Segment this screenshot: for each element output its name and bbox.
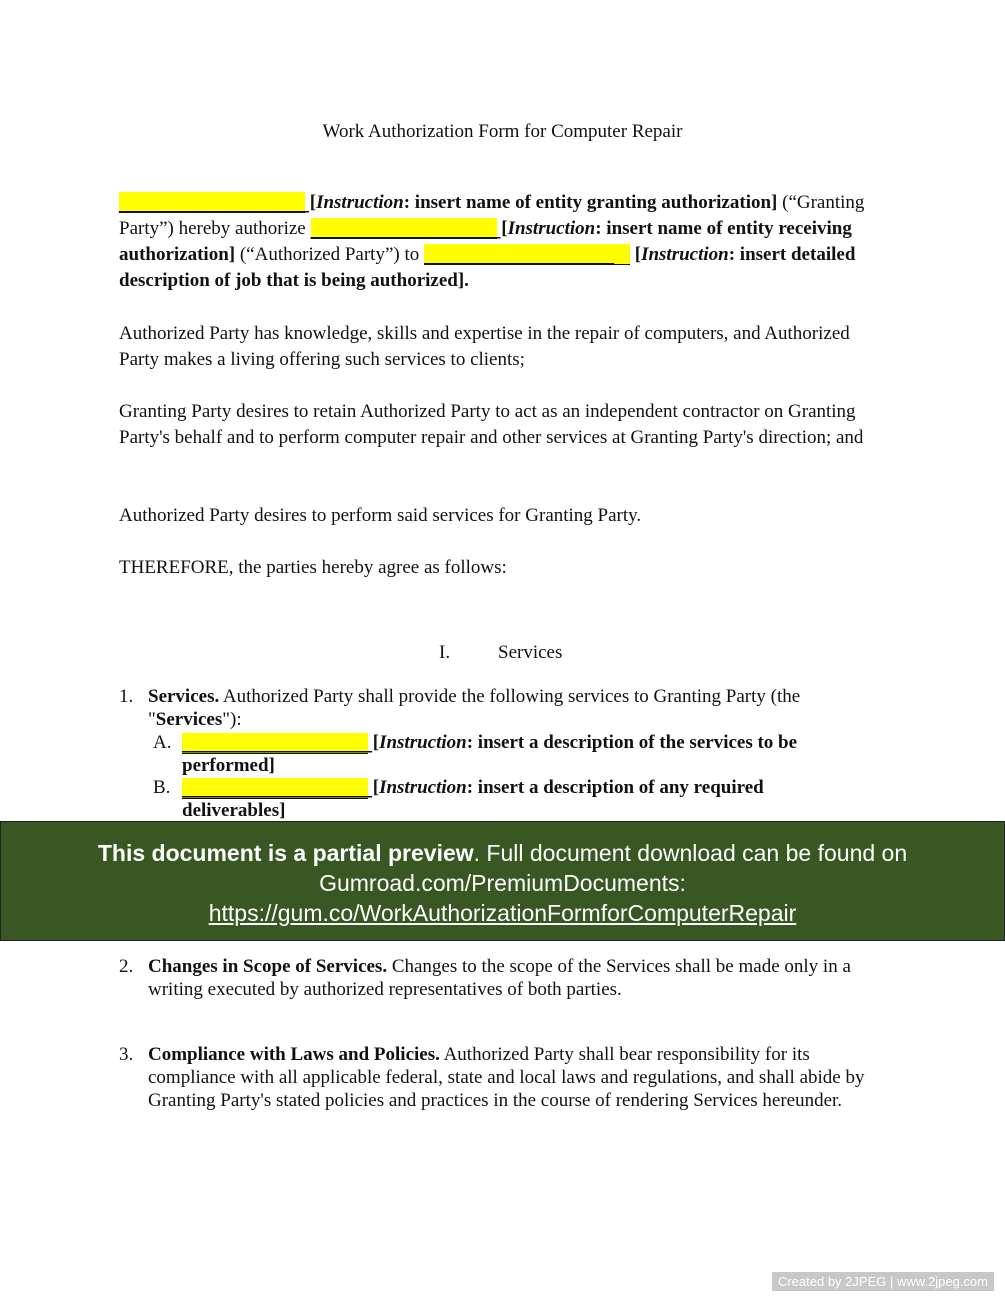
recital-2: Granting Party desires to retain Authorized Party to act as an independent contractor on Granting Party's behalf and to perform computer repair and other services at Granting Party's direction; and bbox=[119, 401, 864, 448]
subclause-a: A. ____________________ [Instruction: insert a description of the services to be performed] bbox=[153, 732, 798, 776]
banner-text: . Full document download can be found on Gumroad.com/PremiumDocuments: bbox=[319, 840, 908, 896]
granting-party-blank[interactable]: ____________________ bbox=[119, 194, 309, 215]
recital-4: THEREFORE, the parties hereby agree as follows: bbox=[119, 557, 507, 578]
clause-heading: Services. bbox=[148, 686, 220, 707]
section-title: Services bbox=[498, 642, 563, 663]
recital-1: Authorized Party has knowledge, skills and expertise in the repair of computers, and Authorized Party makes a living offering such services to clients; bbox=[119, 323, 850, 370]
subclause-label: B. bbox=[153, 777, 171, 798]
deliverables-blank[interactable]: ____________________ bbox=[182, 779, 372, 800]
clause-scope-changes: 2. Changes in Scope of Services. Changes to the scope of the Services shall be made only in a writing executed by authorized representatives of both parties. bbox=[119, 956, 851, 1000]
intro-paragraph: ____________________ [Instruction: insert name of entity granting authorization] (“Granting Party”) hereby authorize ____________________ [Instruction: insert name of entity receiving authorization] (“Authorized Party”) to ____________________ [Instruction: insert detailed description of job that is being authorized]. bbox=[119, 192, 865, 291]
clause-number: 2. bbox=[119, 956, 134, 977]
clause-number: 1. bbox=[119, 686, 134, 707]
services-description-blank[interactable]: ____________________ bbox=[182, 734, 372, 755]
clause-compliance: 3. Compliance with Laws and Policies. Authorized Party shall bear responsibility for its compliance with all applicable federal, state and local laws and regulations, and shall abide by Granting Party's stated policies and practices in the course of rendering Services hereunder. bbox=[119, 1044, 865, 1111]
banner-bold-text: This document is a partial preview bbox=[97, 840, 474, 866]
instruction-2: [Instruction: insert name of entity receiving authorization] bbox=[119, 218, 852, 265]
watermark: Created by 2JPEG | www.2jpeg.com bbox=[772, 1272, 994, 1291]
document-title: Work Authorization Form for Computer Repair bbox=[322, 121, 683, 142]
job-description-blank[interactable]: ____________________ bbox=[424, 244, 630, 265]
instruction-3: [Instruction: insert detailed description of job that is being authorized]. bbox=[119, 244, 856, 291]
subclause-label: A. bbox=[153, 732, 172, 753]
clause-heading: Changes in Scope of Services. bbox=[148, 956, 388, 977]
clause-number: 3. bbox=[119, 1044, 134, 1065]
clause-services: 1. Services. Authorized Party shall provide the following services to Granting Party (the "Services"): bbox=[119, 686, 801, 730]
preview-banner bbox=[0, 821, 1005, 941]
authorized-party-blank[interactable]: ____________________ bbox=[310, 220, 501, 241]
recital-3: Authorized Party desires to perform said services for Granting Party. bbox=[119, 505, 642, 526]
clause-heading: Compliance with Laws and Policies. bbox=[148, 1044, 440, 1065]
section-number: I. bbox=[439, 642, 451, 663]
download-link[interactable]: https://gum.co/WorkAuthorizationFormforComputerRepair bbox=[208, 900, 797, 926]
subclause-b: B. ____________________ [Instruction: insert a description of any required deliverables] bbox=[153, 777, 764, 821]
instruction-1: [Instruction: insert name of entity granting authorization] bbox=[309, 192, 778, 213]
